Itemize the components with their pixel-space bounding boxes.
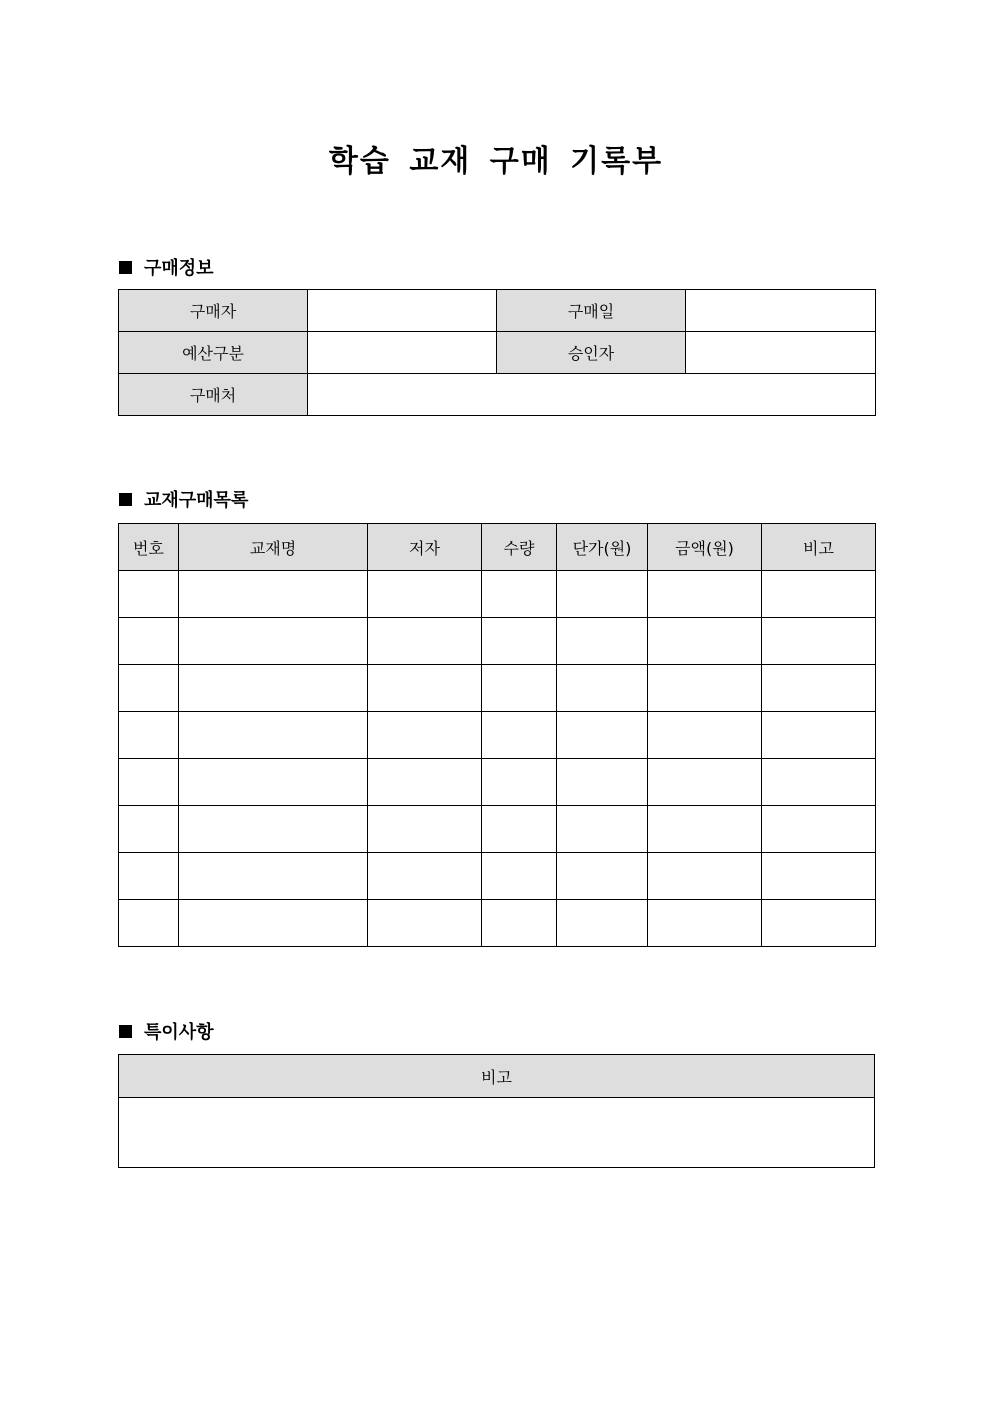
amount-cell[interactable] [648,665,762,712]
buyer-label: 구매자 [119,290,308,332]
amount-cell[interactable] [648,618,762,665]
amount-cell[interactable] [648,759,762,806]
title-cell[interactable] [179,759,368,806]
notes-heading [119,1018,214,1044]
title-cell[interactable] [179,665,368,712]
unit-price-cell[interactable] [557,900,648,947]
table-row [119,712,876,759]
title-cell[interactable] [179,712,368,759]
unit-price-cell[interactable] [557,853,648,900]
column-header-amount: 금액(원) [648,524,762,571]
amount-cell[interactable] [648,900,762,947]
square-bullet-icon [119,261,132,274]
author-cell[interactable] [368,900,482,947]
purchase-date-field[interactable] [686,290,876,332]
number-cell[interactable] [119,618,179,665]
purchase-info-table [118,289,876,416]
column-header-author: 저자 [368,524,482,571]
remarks-cell[interactable] [762,806,876,853]
remarks-cell[interactable] [762,853,876,900]
remarks-cell[interactable] [762,665,876,712]
author-cell[interactable] [368,712,482,759]
author-cell[interactable] [368,853,482,900]
title-cell[interactable] [179,571,368,618]
title-cell[interactable] [179,853,368,900]
title-cell[interactable] [179,618,368,665]
unit-price-cell[interactable] [557,759,648,806]
number-cell[interactable] [119,665,179,712]
table-row [119,806,876,853]
quantity-cell[interactable] [482,806,557,853]
table-header-row [119,524,876,571]
amount-cell[interactable] [648,806,762,853]
notes-table [118,1054,875,1168]
author-cell[interactable] [368,759,482,806]
remarks-cell[interactable] [762,618,876,665]
vendor-label: 구매처 [119,374,308,416]
title-cell[interactable] [179,900,368,947]
remarks-cell[interactable] [762,900,876,947]
table-row [119,665,876,712]
quantity-cell[interactable] [482,900,557,947]
quantity-cell[interactable] [482,571,557,618]
table-row [119,571,876,618]
amount-cell[interactable] [648,571,762,618]
table-row [119,332,876,374]
notes-column-header: 비고 [119,1055,875,1098]
number-cell[interactable] [119,712,179,759]
number-cell[interactable] [119,853,179,900]
buyer-field[interactable] [308,290,497,332]
quantity-cell[interactable] [482,853,557,900]
square-bullet-icon [119,493,132,506]
quantity-cell[interactable] [482,712,557,759]
author-cell[interactable] [368,665,482,712]
table-row [119,374,876,416]
author-cell[interactable] [368,806,482,853]
table-row [119,290,876,332]
quantity-cell[interactable] [482,618,557,665]
table-row [119,1098,875,1168]
column-header-unit-price: 단가(원) [557,524,648,571]
remarks-cell[interactable] [762,571,876,618]
quantity-cell[interactable] [482,759,557,806]
column-header-number: 번호 [119,524,179,571]
notes-field[interactable] [119,1098,875,1168]
number-cell[interactable] [119,806,179,853]
author-cell[interactable] [368,618,482,665]
author-cell[interactable] [368,571,482,618]
page-title: 학습 교재 구매 기록부 [328,144,664,179]
table-header-row [119,1055,875,1098]
quantity-cell[interactable] [482,665,557,712]
number-cell[interactable] [119,571,179,618]
budget-label: 예산구분 [119,332,308,374]
purchase-date-label: 구매일 [497,290,686,332]
unit-price-cell[interactable] [557,618,648,665]
table-row [119,853,876,900]
unit-price-cell[interactable] [557,571,648,618]
table-row [119,759,876,806]
book-list-heading [119,486,248,512]
table-row [119,900,876,947]
column-header-remarks: 비고 [762,524,876,571]
table-row [119,618,876,665]
budget-field[interactable] [308,332,497,374]
unit-price-cell[interactable] [557,712,648,759]
purchase-info-heading [119,254,214,280]
section-heading-text: 특이사항 [144,1022,214,1043]
square-bullet-icon [119,1025,132,1038]
book-list-table [118,523,876,947]
column-header-title: 교재명 [179,524,368,571]
remarks-cell[interactable] [762,712,876,759]
number-cell[interactable] [119,900,179,947]
column-header-quantity: 수량 [482,524,557,571]
section-heading-text: 구매정보 [144,258,214,279]
approver-label: 승인자 [497,332,686,374]
number-cell[interactable] [119,759,179,806]
section-heading-text: 교재구매목록 [144,490,249,511]
amount-cell[interactable] [648,853,762,900]
vendor-field[interactable] [308,374,876,416]
title-cell[interactable] [179,806,368,853]
unit-price-cell[interactable] [557,806,648,853]
remarks-cell[interactable] [762,759,876,806]
amount-cell[interactable] [648,712,762,759]
approver-field[interactable] [686,332,876,374]
unit-price-cell[interactable] [557,665,648,712]
book-list-body [119,571,876,947]
